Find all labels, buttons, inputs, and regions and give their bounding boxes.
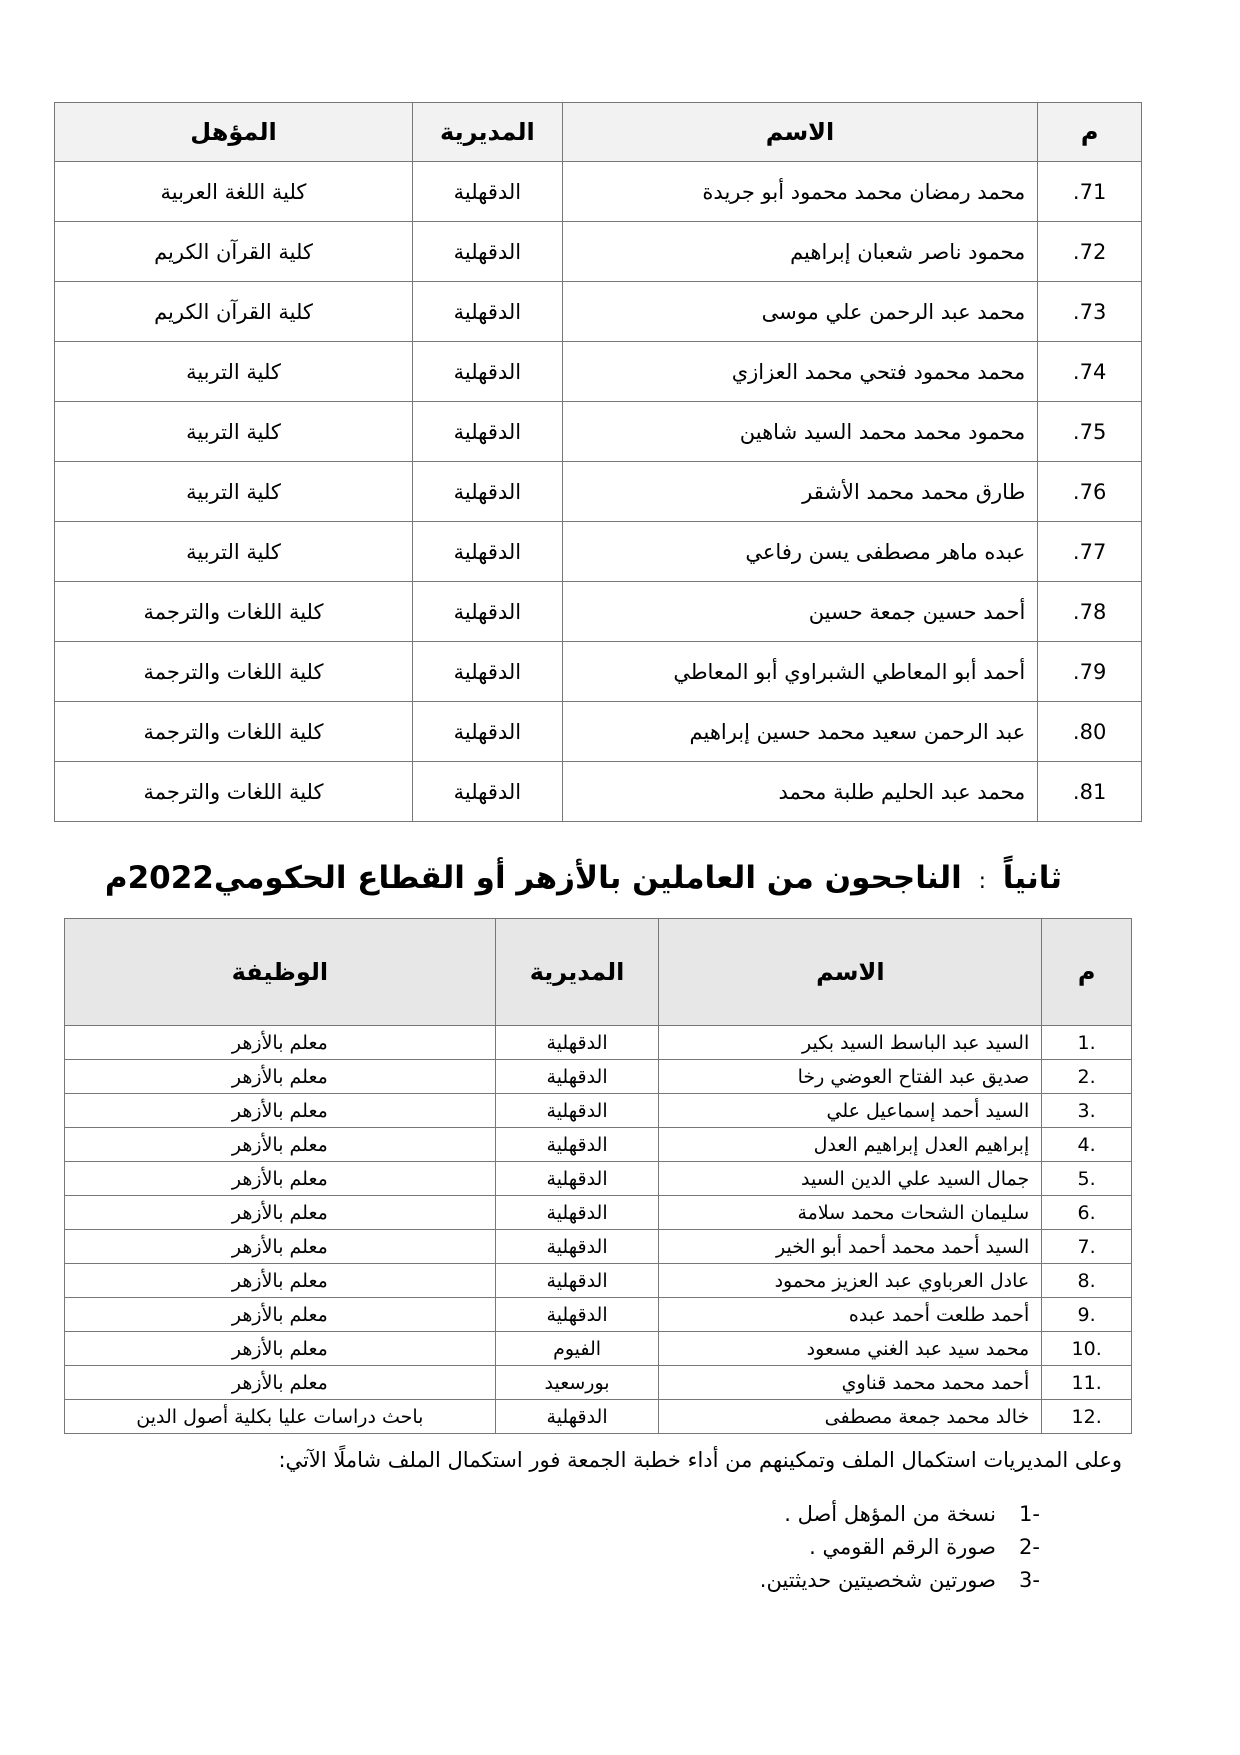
row-directorate: الدقهلية bbox=[495, 1196, 659, 1230]
table-row bbox=[55, 462, 1142, 522]
requirement-item bbox=[760, 1531, 1040, 1564]
row-directorate: الدقهلية bbox=[495, 1298, 659, 1332]
table-row bbox=[55, 222, 1142, 282]
row-directorate: الدقهلية bbox=[495, 1264, 659, 1298]
requirements-list bbox=[760, 1498, 1040, 1597]
table-row bbox=[65, 1060, 1132, 1094]
row-directorate: الدقهلية bbox=[495, 1400, 659, 1434]
table-header-row bbox=[55, 103, 1142, 162]
requirement-item bbox=[760, 1564, 1040, 1597]
row-name: إبراهيم العدل إبراهيم العدل bbox=[659, 1128, 1042, 1162]
row-directorate: الدقهلية bbox=[412, 222, 562, 282]
table-row bbox=[65, 1366, 1132, 1400]
requirement-text: صورة الرقم القومي . bbox=[809, 1535, 996, 1559]
row-qualification: كلية التربية bbox=[55, 342, 413, 402]
table-header-row bbox=[65, 919, 1132, 1026]
row-name: محمود محمد محمد السيد شاهين bbox=[562, 402, 1038, 462]
row-number: 79. bbox=[1038, 642, 1142, 702]
row-name: عبده ماهر مصطفى يسن رفاعي bbox=[562, 522, 1038, 582]
row-number: .8 bbox=[1042, 1264, 1132, 1298]
row-name: أحمد طلعت أحمد عبده bbox=[659, 1298, 1042, 1332]
row-name: أحمد أبو المعاطي الشبراوي أبو المعاطي bbox=[562, 642, 1038, 702]
row-directorate: الدقهلية bbox=[495, 1060, 659, 1094]
row-job: باحث دراسات عليا بكلية أصول الدين bbox=[65, 1400, 496, 1434]
row-job: معلم بالأزهر bbox=[65, 1230, 496, 1264]
row-number: 81. bbox=[1038, 762, 1142, 822]
row-qualification: كلية القرآن الكريم bbox=[55, 282, 413, 342]
requirement-text: صورتين شخصيتين حديثتين. bbox=[759, 1568, 996, 1592]
row-directorate: الدقهلية bbox=[412, 402, 562, 462]
table-row bbox=[65, 1332, 1132, 1366]
row-job: معلم بالأزهر bbox=[65, 1128, 496, 1162]
note-text: وعلى المديريات استكمال الملف وتمكينهم من أداء خطبة الجمعة فور استكمال الملف شاملًا الآتي: bbox=[278, 1448, 1122, 1472]
row-number: .6 bbox=[1042, 1196, 1132, 1230]
requirement-marker: -3 bbox=[1019, 1568, 1040, 1592]
row-number: .11 bbox=[1042, 1366, 1132, 1400]
table-row bbox=[65, 1196, 1132, 1230]
column-header-directorate: المديرية bbox=[495, 919, 659, 1026]
section-title: الناجحون من العاملين بالأزهر أو القطاع الحكومي bbox=[213, 860, 962, 896]
section-label: ثانياً bbox=[1002, 860, 1062, 896]
row-number: .2 bbox=[1042, 1060, 1132, 1094]
row-directorate: الدقهلية bbox=[495, 1230, 659, 1264]
row-number: .12 bbox=[1042, 1400, 1132, 1434]
row-job: معلم بالأزهر bbox=[65, 1298, 496, 1332]
table-row bbox=[65, 1298, 1132, 1332]
row-number: .7 bbox=[1042, 1230, 1132, 1264]
row-directorate: الدقهلية bbox=[495, 1128, 659, 1162]
table-row bbox=[55, 522, 1142, 582]
column-header-number: م bbox=[1042, 919, 1132, 1026]
requirement-text: نسخة من المؤهل أصل . bbox=[784, 1502, 996, 1526]
row-number: 73. bbox=[1038, 282, 1142, 342]
table-row bbox=[65, 1400, 1132, 1434]
row-job: معلم بالأزهر bbox=[65, 1026, 496, 1060]
row-number: .10 bbox=[1042, 1332, 1132, 1366]
row-number: 72. bbox=[1038, 222, 1142, 282]
row-qualification: كلية اللغات والترجمة bbox=[55, 702, 413, 762]
row-job: معلم بالأزهر bbox=[65, 1264, 496, 1298]
row-name: السيد أحمد محمد أحمد أبو الخير bbox=[659, 1230, 1042, 1264]
row-name: محمد عبد الحليم طلبة محمد bbox=[562, 762, 1038, 822]
row-name: السيد أحمد إسماعيل علي bbox=[659, 1094, 1042, 1128]
table-row bbox=[55, 642, 1142, 702]
row-qualification: كلية القرآن الكريم bbox=[55, 222, 413, 282]
row-number: 78. bbox=[1038, 582, 1142, 642]
requirement-marker: -1 bbox=[1019, 1502, 1040, 1526]
row-job: معلم بالأزهر bbox=[65, 1332, 496, 1366]
row-number: .3 bbox=[1042, 1094, 1132, 1128]
table-row bbox=[65, 1162, 1132, 1196]
table-row bbox=[65, 1026, 1132, 1060]
row-name: عبد الرحمن سعيد محمد حسين إبراهيم bbox=[562, 702, 1038, 762]
table-row bbox=[55, 402, 1142, 462]
row-name: محمد رمضان محمد محمود أبو جريدة bbox=[562, 162, 1038, 222]
table-row bbox=[65, 1094, 1132, 1128]
row-number: 80. bbox=[1038, 702, 1142, 762]
table-row bbox=[55, 702, 1142, 762]
row-job: معلم بالأزهر bbox=[65, 1162, 496, 1196]
column-header-qualification: المؤهل bbox=[55, 103, 413, 162]
row-directorate: الدقهلية bbox=[495, 1026, 659, 1060]
row-directorate: الدقهلية bbox=[412, 762, 562, 822]
row-qualification: كلية التربية bbox=[55, 402, 413, 462]
table-row bbox=[55, 162, 1142, 222]
column-header-number: م bbox=[1038, 103, 1142, 162]
row-directorate: الدقهلية bbox=[412, 462, 562, 522]
section-heading bbox=[104, 860, 1062, 896]
table-row bbox=[55, 282, 1142, 342]
row-directorate: الدقهلية bbox=[412, 582, 562, 642]
row-qualification: كلية اللغات والترجمة bbox=[55, 642, 413, 702]
row-number: .5 bbox=[1042, 1162, 1132, 1196]
row-name: خالد محمد جمعة مصطفى bbox=[659, 1400, 1042, 1434]
row-job: معلم بالأزهر bbox=[65, 1094, 496, 1128]
row-number: 71. bbox=[1038, 162, 1142, 222]
row-directorate: الدقهلية bbox=[412, 642, 562, 702]
column-header-directorate: المديرية bbox=[412, 103, 562, 162]
row-job: معلم بالأزهر bbox=[65, 1060, 496, 1094]
row-name: محمد سيد عبد الغني مسعود bbox=[659, 1332, 1042, 1366]
table-row bbox=[55, 342, 1142, 402]
table-row bbox=[55, 582, 1142, 642]
row-name: أحمد محمد محمد قناوي bbox=[659, 1366, 1042, 1400]
column-header-name: الاسم bbox=[659, 919, 1042, 1026]
row-directorate: الفيوم bbox=[495, 1332, 659, 1366]
row-number: 77. bbox=[1038, 522, 1142, 582]
row-qualification: كلية التربية bbox=[55, 462, 413, 522]
row-directorate: الدقهلية bbox=[495, 1162, 659, 1196]
row-name: محمود ناصر شعبان إبراهيم bbox=[562, 222, 1038, 282]
row-name: عادل العرباوي عبد العزيز محمود bbox=[659, 1264, 1042, 1298]
row-name: سليمان الشحات محمد سلامة bbox=[659, 1196, 1042, 1230]
qualified-candidates-table bbox=[54, 102, 1142, 822]
row-name: محمد عبد الرحمن علي موسى bbox=[562, 282, 1038, 342]
row-directorate: الدقهلية bbox=[412, 282, 562, 342]
row-number: 75. bbox=[1038, 402, 1142, 462]
row-directorate: الدقهلية bbox=[412, 522, 562, 582]
row-job: معلم بالأزهر bbox=[65, 1196, 496, 1230]
row-qualification: كلية اللغات والترجمة bbox=[55, 582, 413, 642]
row-number: .9 bbox=[1042, 1298, 1132, 1332]
row-name: محمد محمود فتحي محمد العزازي bbox=[562, 342, 1038, 402]
table-row bbox=[65, 1128, 1132, 1162]
section-year: 2022 bbox=[127, 860, 214, 896]
azhar-employees-table bbox=[64, 918, 1132, 1434]
section-suffix: م bbox=[104, 860, 128, 896]
row-qualification: كلية التربية bbox=[55, 522, 413, 582]
table-row bbox=[65, 1230, 1132, 1264]
row-qualification: كلية اللغة العربية bbox=[55, 162, 413, 222]
row-directorate: الدقهلية bbox=[412, 342, 562, 402]
section-colon: : bbox=[978, 869, 986, 894]
row-number: .1 bbox=[1042, 1026, 1132, 1060]
row-number: .4 bbox=[1042, 1128, 1132, 1162]
requirement-item bbox=[760, 1498, 1040, 1531]
row-number: 74. bbox=[1038, 342, 1142, 402]
row-directorate: بورسعيد bbox=[495, 1366, 659, 1400]
row-job: معلم بالأزهر bbox=[65, 1366, 496, 1400]
row-number: 76. bbox=[1038, 462, 1142, 522]
table-row bbox=[55, 762, 1142, 822]
column-header-name: الاسم bbox=[562, 103, 1038, 162]
row-directorate: الدقهلية bbox=[412, 162, 562, 222]
row-directorate: الدقهلية bbox=[495, 1094, 659, 1128]
row-qualification: كلية اللغات والترجمة bbox=[55, 762, 413, 822]
row-name: طارق محمد محمد الأشقر bbox=[562, 462, 1038, 522]
requirement-marker: -2 bbox=[1019, 1535, 1040, 1559]
row-name: السيد عبد الباسط السيد بكير bbox=[659, 1026, 1042, 1060]
row-directorate: الدقهلية bbox=[412, 702, 562, 762]
table-row bbox=[65, 1264, 1132, 1298]
row-name: جمال السيد علي الدين السيد bbox=[659, 1162, 1042, 1196]
column-header-job: الوظيفة bbox=[65, 919, 496, 1026]
row-name: أحمد حسين جمعة حسين bbox=[562, 582, 1038, 642]
row-name: صديق عبد الفتاح العوضي رخا bbox=[659, 1060, 1042, 1094]
